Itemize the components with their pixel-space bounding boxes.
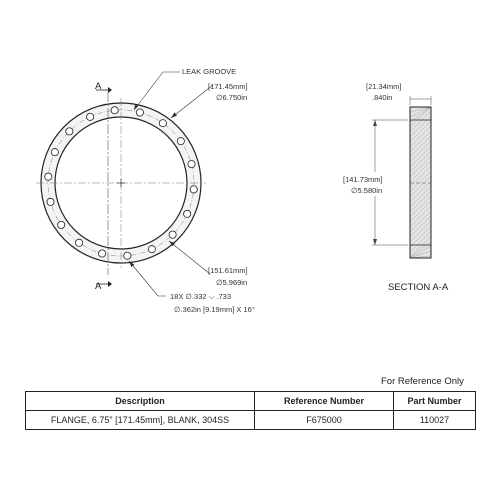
- bolt-hole: [76, 239, 83, 246]
- section-arrow-top-icon: [108, 87, 112, 93]
- header-reference-number: Reference Number: [255, 392, 394, 411]
- section-marker-bottom: A: [95, 281, 102, 292]
- cell-reference-number: F675000: [255, 411, 394, 430]
- bolt-hole: [124, 252, 131, 259]
- reference-note: For Reference Only: [381, 376, 464, 387]
- thickness-mm: [21.34mm]: [366, 82, 402, 91]
- cell-description: FLANGE, 6.75" [171.45mm], BLANK, 304SS: [26, 411, 255, 430]
- bolt-circle-dimension: [169, 241, 248, 287]
- od-arrow-icon: [171, 112, 177, 118]
- od-dimension: [171, 82, 248, 118]
- section-marker-top: A: [95, 81, 102, 92]
- leak-groove-leader: [134, 72, 180, 110]
- bolt-hole: [45, 173, 52, 180]
- section-title: SECTION A-A: [388, 282, 449, 293]
- bolt-hole: [87, 113, 94, 120]
- bolt-hole: [136, 109, 143, 116]
- bolt-hole: [66, 128, 73, 135]
- bc-dim-mm: [151.61mm]: [208, 266, 248, 275]
- bore-arrow-top-icon: [373, 120, 377, 126]
- bore-arrow-bottom-icon: [373, 239, 377, 245]
- hole-leader: [129, 261, 166, 296]
- bolt-hole: [148, 246, 155, 253]
- od-dim-mm: [171.45mm]: [208, 82, 248, 91]
- bolt-hole: [47, 198, 54, 205]
- bolt-hole: [51, 149, 58, 156]
- hole-callout-line1: 18X ∅.332 ⌵ .733: [170, 292, 232, 301]
- section-body: [410, 107, 431, 258]
- bolt-hole: [190, 186, 197, 193]
- flange-front-view: [36, 98, 206, 268]
- bc-dim-in: ∅5.969in: [216, 278, 248, 287]
- header-description: Description: [26, 392, 255, 411]
- bore-dim-in: ∅5.580in: [351, 186, 383, 195]
- cell-part-number: 110027: [394, 411, 476, 430]
- section-arrow-bottom-icon: [108, 281, 112, 287]
- bolt-hole: [169, 231, 176, 238]
- bolt-hole: [99, 250, 106, 257]
- table-row: [26, 411, 476, 430]
- part-table: [25, 391, 476, 430]
- leak-groove-label: LEAK GROOVE: [182, 67, 237, 76]
- table-header-row: [26, 392, 476, 411]
- thickness-in: .840in: [372, 93, 393, 102]
- bc-leader: [169, 241, 210, 274]
- header-part-number: Part Number: [394, 392, 476, 411]
- bolt-hole: [177, 138, 184, 145]
- bolt-hole: [159, 120, 166, 127]
- bolt-hole: [188, 161, 195, 168]
- bore-dim-mm: [141.73mm]: [343, 175, 383, 184]
- od-dim-in: ∅6.750in: [216, 93, 248, 102]
- bolt-hole: [58, 221, 65, 228]
- hole-callout-line2: ∅.362in [9.19mm] X 16°: [174, 305, 255, 314]
- bolt-hole: [184, 210, 191, 217]
- section-view: [338, 82, 449, 293]
- bolt-hole: [111, 107, 118, 114]
- od-leader: [171, 85, 213, 118]
